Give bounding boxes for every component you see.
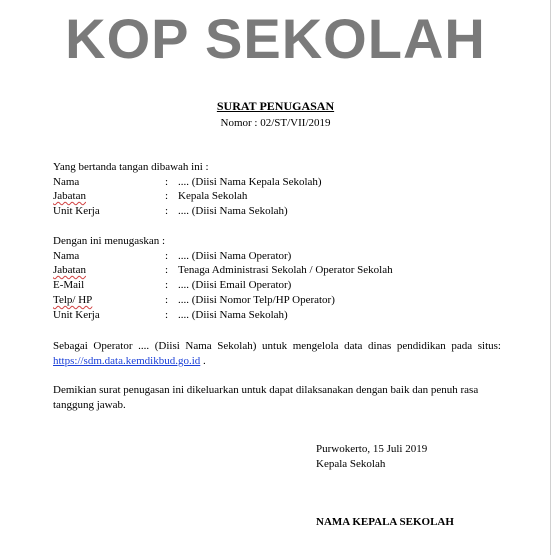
paragraph-end: . [200,355,206,367]
field-label: Unit Kerja [53,309,100,321]
field-value: .... (Diisi Nama Operator) [178,250,292,262]
intro-text: Yang bertanda tangan dibawah ini : [53,161,209,173]
field-colon: : [165,176,169,188]
place-date: Purwokerto, 15 Juli 2019 [316,443,428,455]
document-number: Nomor : 02/ST/VII/2019 [220,117,331,129]
field-colon: : [165,205,169,217]
field-value: .... (Diisi Email Operator) [178,279,292,291]
signer-name: NAMA KEPALA SEKOLAH [316,516,454,528]
field-colon: : [165,279,169,291]
letterhead-title: KOP SEKOLAH [65,7,486,70]
field-label: Unit Kerja [53,205,100,217]
paragraph-text: Sebagai Operator .... (Diisi Nama Sekolah) untuk mengelola data dinas pendidikan pada situs: [53,340,501,352]
field-colon: : [165,190,169,202]
field-value: .... (Diisi Nama Kepala Sekolah) [178,176,322,188]
signer-role: Kepala Sekolah [316,458,386,470]
field-colon: : [165,250,169,262]
field-value: .... (Diisi Nama Sekolah) [178,309,288,321]
field-colon: : [165,294,169,306]
website-link[interactable]: https://sdm.data.kemdikbud.go.id [53,355,201,367]
assign-intro-text: Dengan ini menugaskan : [53,235,166,247]
field-label: Nama [53,250,80,262]
document-title: SURAT PENUGASAN [216,99,335,113]
field-label: Jabatan [53,190,86,202]
field-label: Jabatan [53,264,86,276]
assignment-paragraph [53,339,501,369]
closing-paragraph: Demikian surat penugasan ini dikeluarkan untuk dapat dilaksanakan dengan baik dan penuh rasa tanggung jawab. [53,384,479,411]
field-value: .... (Diisi Nama Sekolah) [178,205,288,217]
field-label: E-Mail [53,279,85,291]
field-value: .... (Diisi Nomor Telp/HP Operator) [178,294,335,306]
field-colon: : [165,264,169,276]
field-value: Kepala Sekolah [178,190,248,202]
field-label: Nama [53,176,80,188]
field-value: Tenaga Administrasi Sekolah / Operator Sekolah [178,264,393,276]
field-label: Telp/ HP [53,294,93,306]
field-colon: : [165,309,169,321]
